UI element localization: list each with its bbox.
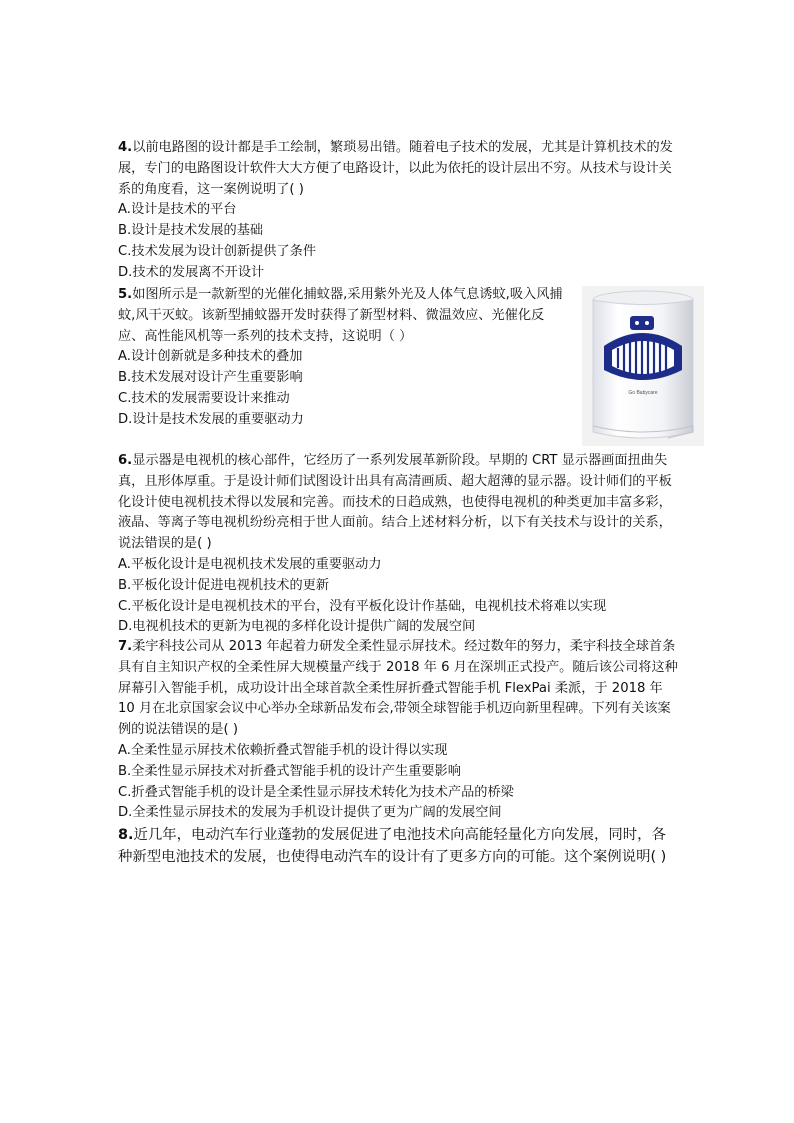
brand-label: Go Babycare	[628, 390, 658, 396]
question-number: 7.	[118, 639, 133, 654]
option-a: A.全柔性显示屏技术依赖折叠式智能手机的设计得以实现	[118, 742, 448, 758]
question-text: 如图所示是一款新型的光催化捕蚊器,采用紫外光及人体气息诱蚊,吸入风捕蚊,风干灭蚊。该新型捕蚊器开发时获得了新型材料、微温效应、光催化反应、高性能风机等一系列的技术支持，这说明（ ）	[118, 287, 563, 344]
question-text: 显示器是电视机的核心部件，它经历了一系列发展革新阶段。早期的 CRT 显示器画面扭曲失真，且形体厚重。于是设计师们试图设计出具有高清画质、超大超薄的显示器。设计师们的平板化设计使电视机技术得以发展和完善。而技术的日趋成熟，也使得电视机的种类更加丰富多彩，液晶、等离子等电视机纷纷亮相于世人面前。结合上述材料分析，以下有关技术与设计的关系，说法错误的是( )	[118, 453, 672, 552]
mosquito-catcher-image	[582, 286, 704, 446]
option-b: B.技术发展对设计产生重要影响	[118, 370, 303, 386]
question-stem	[118, 138, 678, 200]
question-stem	[118, 824, 678, 868]
question-stem	[118, 451, 678, 555]
option-c: C.折叠式智能手机的设计是全柔性显示屏技术转化为技术产品的桥梁	[118, 784, 514, 800]
option-d: D.全柔性显示屏技术的发展为手机设计提供了更为广阔的发展空间	[118, 805, 502, 821]
question-8	[118, 824, 678, 868]
question-text: 以前电路图的设计都是手工绘制，繁琐易出错。随着电子技术的发展，尤其是计算机技术的发展，专门的电路图设计软件大大方便了电路设计，以此为依托的设计层出不穷。从技术与设计关系的角度看，这一案例说明了( )	[118, 140, 673, 197]
question-stem	[118, 285, 570, 347]
question-number: 5.	[118, 287, 133, 302]
question-number: 8.	[118, 827, 134, 843]
option-c: C.平板化设计是电视机技术的平台，没有平板化设计作基础，电视机技术将难以实现	[118, 598, 607, 614]
option-b: B.平板化设计促进电视机技术的更新	[118, 577, 330, 593]
option-b: B.全柔性显示屏技术对折叠式智能手机的设计产生重要影响	[118, 763, 461, 779]
option-c: C.技术发展为设计创新提供了条件	[118, 243, 317, 259]
question-6	[118, 451, 678, 638]
option-a: A.设计创新就是多种技术的叠加	[118, 349, 303, 365]
question-number: 6.	[118, 453, 133, 468]
option-b: B.设计是技术发展的基础	[118, 223, 264, 239]
option-d: D.技术的发展离不开设计	[118, 264, 265, 280]
mosquito-catcher-illustration	[582, 286, 704, 446]
option-d: D.电视机技术的更新为电视的多样化设计提供广阔的发展空间	[118, 619, 476, 635]
question-7	[118, 637, 678, 824]
option-c: C.技术的发展需要设计来推动	[118, 390, 290, 406]
question-number: 4.	[118, 140, 133, 155]
option-a: A.设计是技术的平台	[118, 202, 237, 218]
question-5	[118, 285, 570, 431]
question-4	[118, 138, 678, 284]
question-text: 柔宇科技公司从 2013 年起着力研发全柔性显示屏技术。经过数年的努力，柔宇科技全球首条具有自主知识产权的全柔性屏大规模量产线于 2018 年 6 月在深圳正式投产。随后该公司将这种屏幕引入智能手机，成功设计出全球首款全柔性屏折叠式智能手机 FlexPai 柔派，于 2018 年 10 月在北京国家会议中心举办全球新品发布会,带领全球智能手机迈向新里程碑。下列有关该案例的说法错误的是( )	[118, 639, 678, 738]
question-text: 近几年，电动汽车行业蓬勃的发展促进了电池技术向高能轻量化方向发展，同时，各种新型电池技术的发展，也使得电动汽车的设计有了更多方向的可能。这个案例说明( )	[118, 827, 667, 865]
option-a: A.平板化设计是电视机技术发展的重要驱动力	[118, 556, 382, 572]
question-stem	[118, 637, 678, 741]
option-d: D.设计是技术发展的重要驱动力	[118, 411, 304, 427]
